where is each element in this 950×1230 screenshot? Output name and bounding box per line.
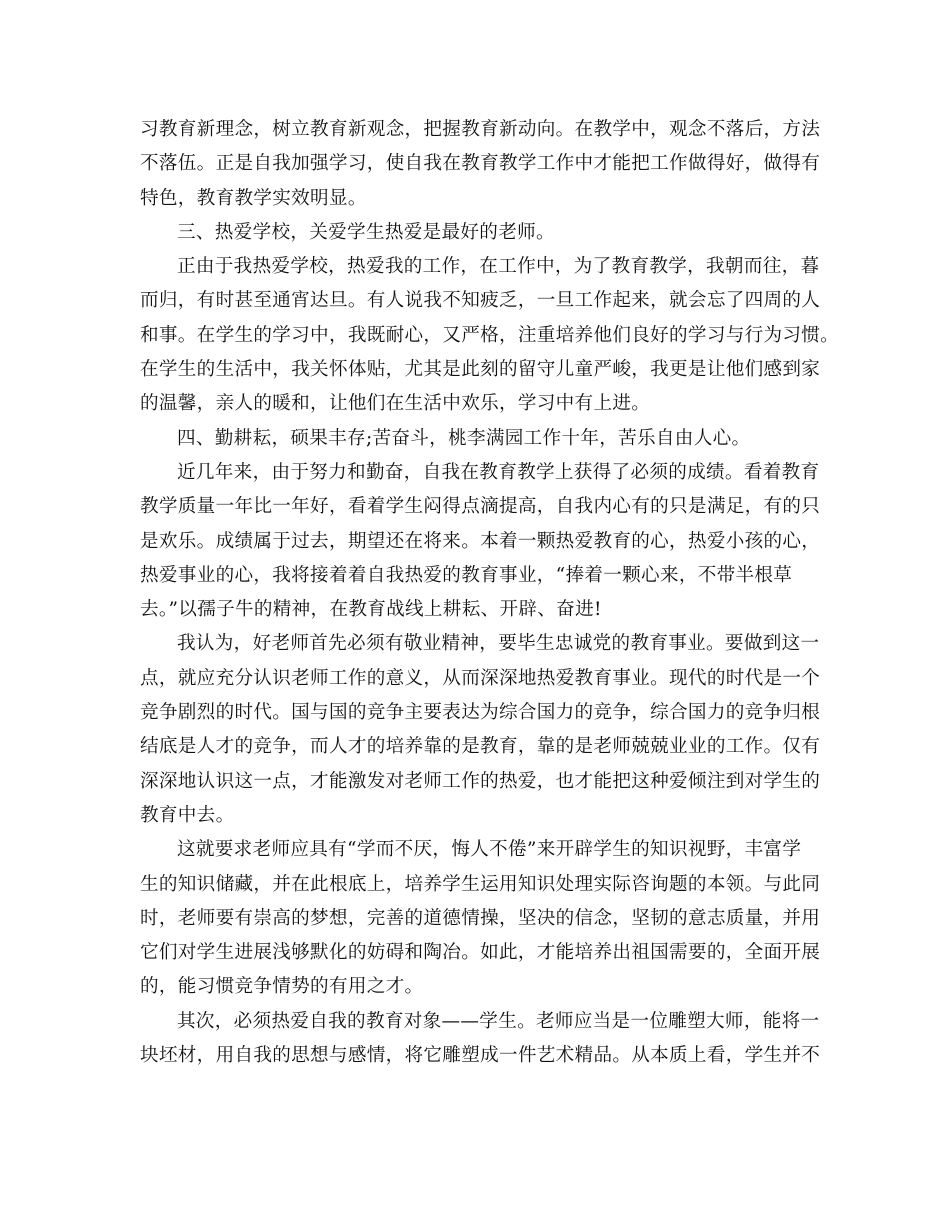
text-line: 的温馨，亲人的暖和，让他们在生活中欢乐，学习中有上进。 <box>140 393 651 415</box>
text-line: 它们对学生进展浅够默化的妨碍和陶冶。如此，才能培养出祖国需要的，全面开展 <box>140 942 821 964</box>
text-line: 教育中去。 <box>140 804 235 826</box>
text-line: 时，老师要有崇高的梦想，完善的道德情操，坚决的信念，坚韧的意志质量，并用 <box>140 907 821 929</box>
text-line: 竞争剧烈的时代。国与国的竞争主要表达为综合国力的竞争，综合国力的竞争归根 <box>140 702 821 724</box>
text-line: 不落伍。正是自我加强学习，使自我在教育教学工作中才能把工作做得好，做得有 <box>140 153 821 175</box>
text-line: 深深地认识这一点，才能激发对老师工作的热爱，也才能把这种爱倾注到对学生的 <box>140 770 821 792</box>
text-line: 和事。在学生的学习中，我既耐心，又严格，注重培养他们良好的学习与行为习惯。 <box>140 324 840 346</box>
text-line: 教学质量一年比一年好，看着学生闷得点滴提高，自我内心有的只是满足，有的只 <box>140 496 821 518</box>
text-line: 的，能习惯竞争情势的有用之才。 <box>140 976 424 998</box>
text-line: 这就要求老师应具有“学而不厌，悔人不倦”来开辟学生的知识视野，丰富学 <box>177 839 802 861</box>
text-line: 在学生的生活中，我关怀体贴，尤其是此刻的留守儿童严峻，我更是让他们感到家 <box>140 359 821 381</box>
text-line: 其次，必须热爱自我的教育对象——学生。老师应当是一位雕塑大师，能将一 <box>177 1010 820 1032</box>
text-line: 热爱事业的心，我将接着着自我热爱的教育事业，“捧着一颗心来，不带半根草 <box>140 564 793 586</box>
text-line: 去。”以孺子牛的精神，在教育战线上耕耘、开辟、奋进! <box>140 599 602 621</box>
body-text <box>140 113 840 1073</box>
text-line: 生的知识储藏，并在此根底上，培养学生运用知识处理实际咨询题的本领。与此同 <box>140 873 821 895</box>
text-line: 点，就应充分认识老师工作的意义，从而深深地热爱教育事业。现代的时代是一个 <box>140 667 821 689</box>
text-line: 我认为，好老师首先必须有敬业精神，要毕生忠诚党的教育事业。要做到这一 <box>177 633 820 655</box>
text-line: 特色，教育教学实效明显。 <box>140 187 367 209</box>
text-line: 是欢乐。成绩属于过去，期望还在将来。本着一颗热爱教育的心，热爱小孩的心， <box>140 530 821 552</box>
text-line: 块坯材，用自我的思想与感情，将它雕塑成一件艺术精品。从本质上看，学生并不 <box>140 1045 821 1067</box>
text-line: 三、热爱学校，关爱学生热爱是最好的老师。 <box>177 221 555 243</box>
text-line: 四、勤耕耘，硕果丰存;苦奋斗，桃李满园工作十年，苦乐自由人心。 <box>177 427 751 449</box>
text-line: 习教育新理念，树立教育新观念，把握教育新动向。在教学中，观念不落后，方法 <box>140 119 821 140</box>
text-line: 近几年来，由于努力和勤奋，自我在教育教学上获得了必须的成绩。看着教育 <box>177 461 820 483</box>
text-line: 结底是人才的竞争，而人才的培养靠的是教育，靠的是老师兢兢业业的工作。仅有 <box>140 736 821 758</box>
text-line: 而归，有时甚至通宵达旦。有人说我不知疲乏，一旦工作起来，就会忘了四周的人 <box>140 290 821 312</box>
text-line: 正由于我热爱学校，热爱我的工作，在工作中，为了教育教学，我朝而往，暮 <box>177 256 820 278</box>
